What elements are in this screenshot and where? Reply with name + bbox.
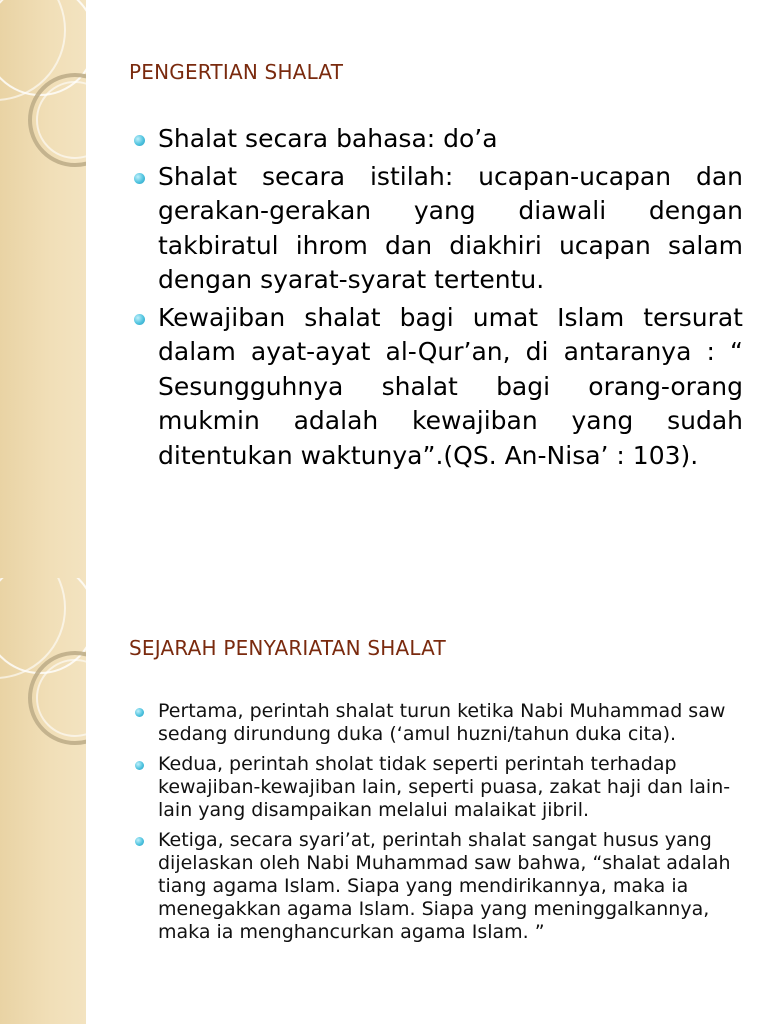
bullet-list (158, 122, 743, 476)
list-item (158, 753, 743, 822)
list-item (158, 700, 743, 746)
list-item-text: Ketiga, secara syari’at, perintah shalat sangat husus yang dijelaskan oleh Nabi Muhammad saw bahwa, “shalat adalah tiang agama Islam. Siapa yang mendirikannya, maka ia menegakkan agama Islam. Siapa yang meninggalkannya, maka ia menghancurkan agama Islam. ” (158, 829, 731, 943)
list-item-text: Pertama, perintah shalat turun ketika Nabi Muhammad saw sedang dirundung duka (‘amul huzni/tahun duka cita). (158, 700, 726, 745)
slide-sejarah-penyariatan-shalat (0, 578, 768, 1024)
decorative-strip (0, 578, 86, 1024)
decorative-strip (0, 0, 86, 578)
bullet-icon (134, 173, 145, 184)
bullet-icon (134, 314, 145, 325)
decorative-circles-icon (0, 0, 86, 578)
list-item-text: Kedua, perintah sholat tidak seperti perintah terhadap kewajiban-kewajiban lain, seperti puasa, zakat haji dan lain-lain yang disampaikan melalui malaikat jibril. (158, 753, 731, 821)
bullet-icon (134, 135, 145, 146)
bullet-icon (135, 708, 144, 717)
list-item-text: Kewajiban shalat bagi umat Islam tersurat dalam ayat-ayat al-Qur’an, di antaranya : “ Sesungguhnya shalat bagi orang-orang mukmin adalah kewajiban yang sudah ditentukan waktunya”.(QS. An-Nisa’ : 103). (158, 302, 743, 470)
slide-title: PENGERTIAN SHALAT (129, 60, 344, 84)
list-item (158, 122, 743, 157)
list-item (158, 301, 743, 474)
bullet-list (158, 700, 743, 951)
decorative-circles-icon (0, 578, 86, 1024)
list-item-text: Shalat secara bahasa: do’a (158, 124, 498, 153)
slide-title: SEJARAH PENYARIATAN SHALAT (129, 636, 446, 660)
bullet-icon (135, 761, 144, 770)
list-item-text: Shalat secara istilah: ucapan-ucapan dan gerakan-gerakan yang diawali dengan takbiratul ihrom dan diakhiri ucapan salam dengan syarat-syarat tertentu. (158, 161, 743, 294)
list-item (158, 160, 743, 298)
list-item (158, 829, 743, 944)
bullet-icon (135, 837, 144, 846)
